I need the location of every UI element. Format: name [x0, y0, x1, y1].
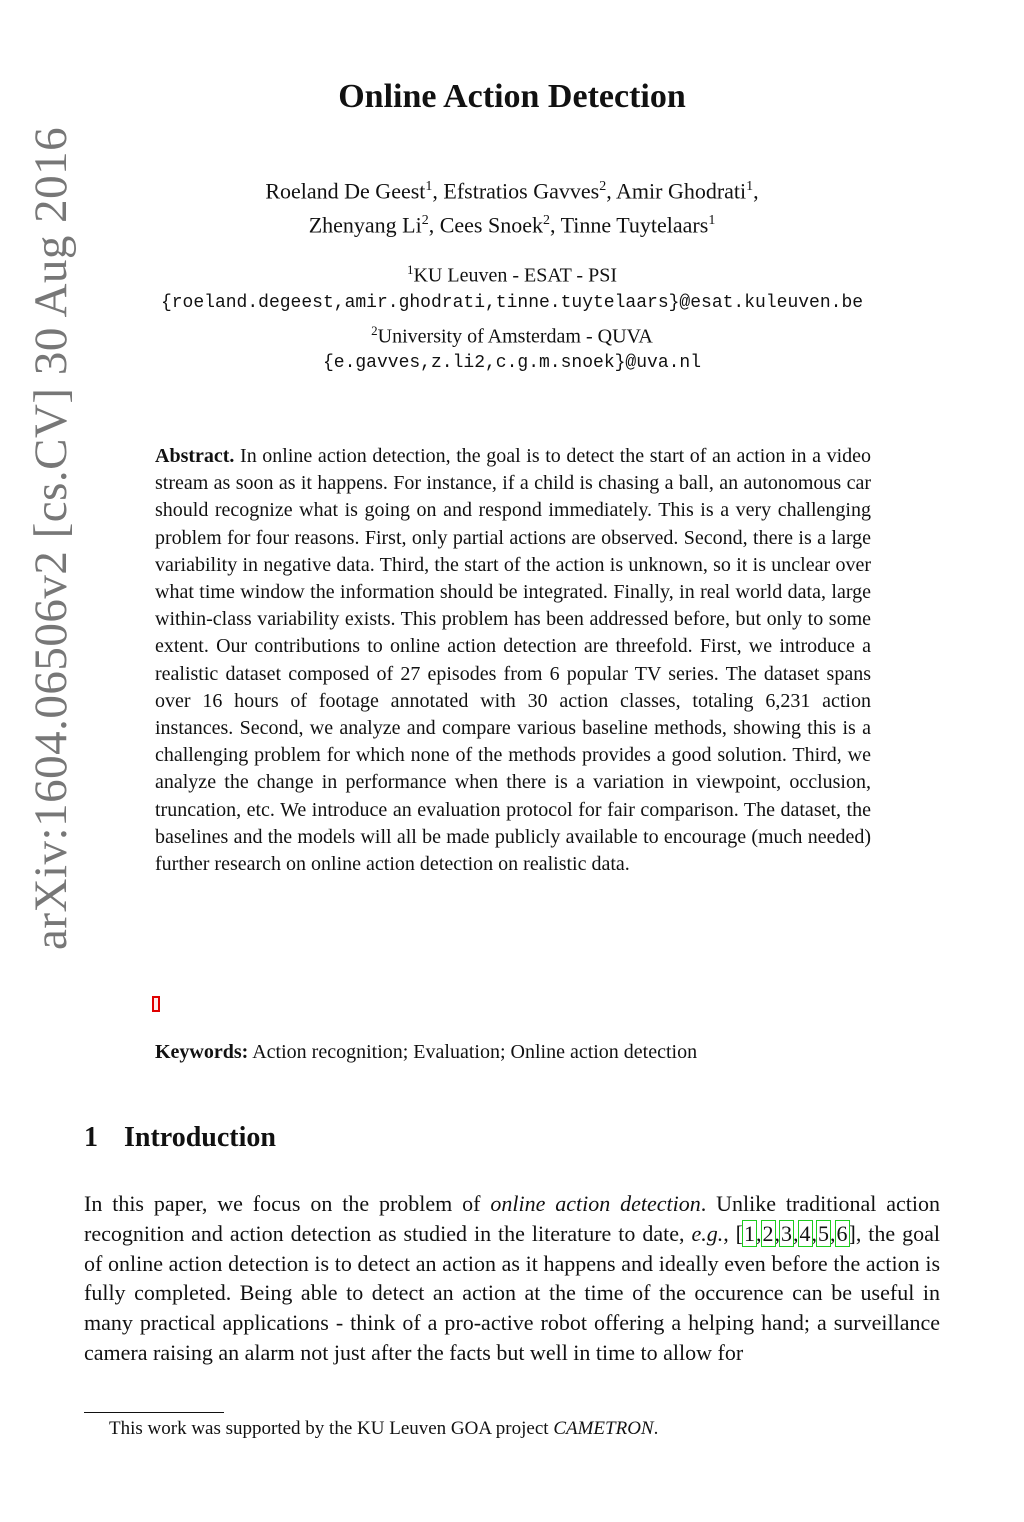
affiliation-name: University of Amsterdam - QUVA — [377, 325, 653, 348]
author-affil-sup: 1 — [746, 179, 754, 194]
footnote-end: . — [653, 1418, 659, 1439]
author-separator: , — [549, 212, 561, 238]
intro-text: ], the goal of online action detection is to detect an action as it happens and ideally even before the action is fully completed. Being able to detect an action at the time of the occurence can be useful in many practical applications - think of a pro-active robot offering a helping hand; a surveillance camera raising an alarm not just after the facts but well in time to allow for — [84, 1220, 941, 1365]
keywords-text: Action recognition; Evaluation; Online action detection — [252, 1041, 698, 1063]
section-number: 1 — [84, 1122, 98, 1153]
author-line-2 — [0, 206, 1024, 240]
affiliations — [0, 256, 1024, 377]
author-affil-sup: 1 — [425, 179, 433, 194]
citation-link[interactable]: 6 — [836, 1220, 848, 1246]
footnote-rule — [84, 1412, 224, 1413]
author-name: Cees Snoek — [439, 212, 543, 238]
abstract-text: In online action detection, the goal is to detect the start of an action in a video stream as soon as it happens. For instance, if a child is chasing a ball, an autonomous car should recognize what is going on and respond immediately. This is a very challenging problem for four reasons. First, only partial actions are observed. Second, there is a large variability in negative data. Third, the start of the action is unknown, so it is unclear over what time window the information should be integrated. Finally, in real world data, large within-class variability exists. This problem has been addressed before, but only to some extent. Our contributions to online action detection are threefold. First, we introduce a realistic dataset composed of 27 episodes from 6 popular TV series. The dataset spans over 16 hours of footage annotated with 30 action classes, totaling 6,231 action instances. Second, we analyze and compare various baseline methods, showing this is a challenging problem for which none of the methods provides a good solution. Third, we analyze the change in performance when there is a variation in viewpoint, occlusion, truncation, etc. We introduce an evaluation protocol for fair comparison. The dataset, the baselines and the models will all be made publicly available to encourage (much needed) further research on online action detection on realistic data. — [155, 445, 871, 876]
citation-link[interactable]: 3 — [781, 1220, 792, 1246]
author-line-1 — [0, 172, 1024, 206]
footnote — [109, 1418, 929, 1440]
affiliation-sup: 2 — [371, 322, 378, 338]
author-affil-sup: 1 — [708, 213, 716, 229]
author-affil-sup: 2 — [542, 213, 550, 229]
affiliation-name: KU Leuven - ESAT - PSI — [413, 264, 617, 287]
affiliation-1-emails: {roeland.degeest,amir.ghodrati,tinne.tuytelaars}@esat.kuleuven.be — [160, 292, 864, 313]
affiliation-1 — [0, 256, 1024, 290]
citation-link[interactable]: 5 — [818, 1220, 829, 1246]
keywords — [155, 1041, 871, 1064]
intro-eg: e.g. — [691, 1220, 724, 1246]
citation-link[interactable]: 4 — [799, 1220, 811, 1246]
footnote-project: CAMETRON — [553, 1418, 654, 1439]
abstract — [155, 443, 871, 878]
intro-paragraph: In this paper, we focus on the problem of online action detection. Unlike traditional action recognition and action detection as studied in the literature to date, e.g., [1,2,3,4,5,6], the goal of online action detection is to detect an action as it happens and ideally even before the action is fully completed. Being able to detect an action at the time of the occurence can be useful in many practical applications - think of a pro-active robot offering a helping hand; a surveillance camera raising an alarm not just after the facts but well in time to allow for — [84, 1191, 941, 1365]
author-separator: , — [432, 178, 444, 204]
intro-text: In this paper, we focus on the problem of — [84, 1191, 491, 1216]
author-name: Amir Ghodrati — [616, 178, 747, 204]
intro-text: , [ — [723, 1220, 743, 1246]
intro-text: . Unlike traditional action recognition and action detection as studied in the literature to date, — [84, 1191, 940, 1246]
author-separator: , — [606, 178, 616, 204]
author-name: Roeland De Geest — [265, 178, 426, 204]
text-cursor-marker — [152, 996, 160, 1012]
author-affil-sup: 2 — [599, 179, 607, 194]
author-separator: , — [753, 178, 759, 204]
author-separator: , — [428, 212, 440, 238]
author-list — [0, 172, 1024, 241]
section-title: Introduction — [124, 1122, 276, 1153]
citation-link[interactable]: 2 — [762, 1220, 774, 1246]
affiliation-sup: 1 — [406, 262, 414, 277]
citation-link[interactable]: 1 — [744, 1220, 755, 1246]
abstract-label: Abstract. — [155, 445, 235, 467]
author-name: Zhenyang Li — [308, 212, 422, 238]
footnote-text: This work was supported by the KU Leuven GOA project — [109, 1418, 554, 1439]
section-heading — [84, 1122, 276, 1154]
author-affil-sup: 2 — [421, 213, 429, 229]
keywords-label: Keywords: — [155, 1041, 249, 1063]
paper-title: Online Action Detection — [338, 78, 686, 115]
affiliation-2 — [0, 317, 1024, 351]
author-name: Tinne Tuytelaars — [560, 212, 709, 238]
affiliation-2-emails: {e.gavves,z.li2,c.g.m.snoek}@uva.nl — [322, 353, 702, 374]
arxiv-stamp: arXiv:1604.06506v2 [cs.CV] 30 Aug 2016 — [25, 126, 77, 950]
intro-emphasis: online action detection — [490, 1191, 701, 1216]
author-name: Efstratios Gavves — [443, 178, 600, 204]
